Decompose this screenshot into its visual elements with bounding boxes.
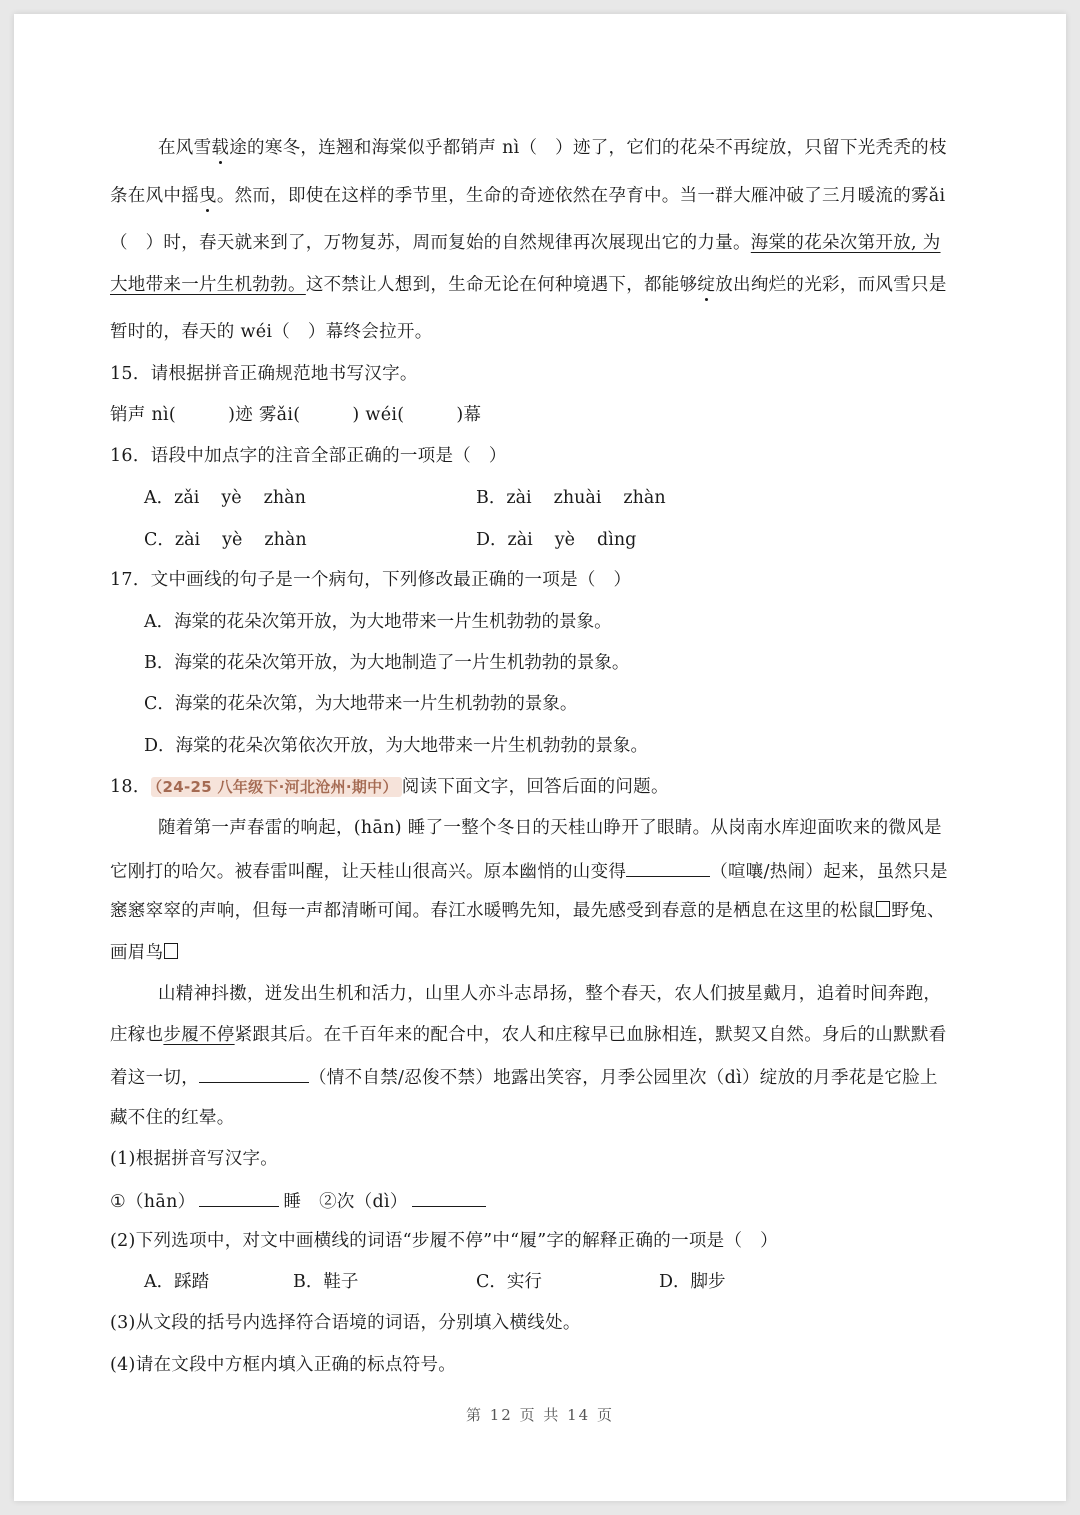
text: 庄稼也	[110, 1025, 164, 1045]
passage1-line5: 暂时的，春天的 wéi（ ）幕终会拉开。	[110, 322, 433, 342]
q18-sub2-option-c: C．实行	[476, 1272, 542, 1292]
text: 野兔、	[891, 901, 945, 921]
text: C．zài	[144, 530, 201, 550]
fill-blank[interactable]	[412, 1188, 486, 1207]
q18-p1-line4	[110, 941, 179, 965]
text: yè	[554, 530, 576, 550]
underlined-word: 步履不停	[163, 1025, 235, 1045]
text: 它刚打的哈欠。被春雷叫醒，让天桂山很高兴。原本幽悄的山变得	[110, 862, 627, 882]
underlined-sentence: 海棠的花朵次第开放, 为	[750, 233, 941, 253]
q18-p1-line2	[110, 858, 948, 884]
text: 睡 ②次（dì）	[283, 1192, 408, 1212]
text: zhàn	[264, 530, 307, 550]
passage1-line4	[110, 273, 947, 297]
question-number: 18．	[110, 777, 151, 797]
q17-stem: 17．文中画线的句子是一个病句，下列修改最正确的一项是（ ）	[110, 570, 632, 590]
text: )迹 雾ǎi(	[228, 405, 301, 425]
text: A．zǎi	[144, 488, 200, 508]
q17-option-a: A．海棠的花朵次第开放，为大地带来一片生机勃勃的景象。	[144, 612, 612, 632]
dotted-char: 曳	[199, 186, 217, 206]
text: （喧嚷/热闹）起来，虽然只是	[710, 862, 948, 882]
text: )幕	[456, 405, 482, 425]
q17-option-c: C．海棠的花朵次第，为大地带来一片生机勃勃的景象。	[144, 694, 578, 714]
q17-option-d: D．海棠的花朵次第依次开放，为大地带来一片生机勃勃的景象。	[144, 736, 649, 756]
q18-sub3: (3)从文段的括号内选择符合语境的词语，分别填入横线处。	[110, 1313, 581, 1333]
text: 销声 nì(	[110, 405, 177, 425]
page-footer: 第 12 页 共 14 页	[465, 1406, 614, 1424]
text: 着这一切，	[110, 1068, 199, 1088]
text: B．zài	[476, 488, 532, 508]
q16-option-b	[476, 486, 688, 510]
q18-sub2-option-a: A．踩踏	[144, 1272, 210, 1292]
punctuation-box[interactable]	[164, 943, 178, 959]
fill-blank[interactable]	[199, 1188, 279, 1207]
q18-p2-line1: 山精神抖擞，迸发出生机和活力，山里人亦斗志昂扬，整个春天，农人们披星戴月，追着时间奔跑，	[158, 984, 942, 1004]
q18-p2-line3	[110, 1064, 938, 1090]
text: ) wéi(	[352, 405, 405, 425]
punctuation-box[interactable]	[876, 901, 890, 917]
fill-blank[interactable]	[199, 1064, 309, 1083]
q18-p1-line3	[110, 899, 945, 923]
text: 条在风中摇	[110, 186, 199, 206]
q18-sub1: (1)根据拼音写汉字。	[110, 1149, 279, 1169]
q15-stem: 15．请根据拼音正确规范地书写汉字。	[110, 364, 418, 384]
passage1-line2	[110, 184, 945, 208]
q18-p2-line4: 藏不住的红晕。	[110, 1108, 235, 1128]
text: 。然而，即使在这样的季节里，生命的奇迹依然在孕育中。当一群大雁冲破了三月暖流的雾ǎi	[216, 186, 946, 206]
q18-sub2: (2)下列选项中，对文中画横线的词语“步履不停”中“履”字的解释正确的一项是（ ）	[110, 1231, 778, 1251]
q16-option-d	[476, 528, 658, 552]
q18-p1-line1: 随着第一声春雷的响起，(hān) 睡了一整个冬日的天桂山睁开了眼睛。从岗南水库迎面吹来的微风是	[158, 818, 942, 838]
dotted-char: 载	[211, 138, 230, 158]
q18-sub4: (4)请在文段中方框内填入正确的标点符号。	[110, 1355, 457, 1375]
q18-stem	[110, 775, 669, 799]
text: 紧跟其后。在千百年来的配合中，农人和庄稼早已血脉相连，默契又自然。身后的山默默看	[234, 1025, 947, 1045]
text: （ ）时，春天就来到了，万物复苏，周而复始的自然规律再次展现出它的力量。	[110, 233, 751, 253]
q16-option-a	[144, 486, 328, 510]
text: yè	[222, 530, 243, 550]
text: 在风雪	[158, 138, 212, 158]
text: dìng	[597, 530, 637, 550]
underlined-sentence: 大地带来一片生机勃勃。	[110, 275, 306, 295]
q18-sub2-option-d: D．脚步	[659, 1272, 726, 1292]
fill-blank[interactable]	[626, 858, 710, 877]
text: zhuài	[553, 488, 602, 508]
q18-sub2-option-b: B．鞋子	[293, 1272, 359, 1292]
text: zhàn	[263, 488, 306, 508]
text: D．zài	[476, 530, 533, 550]
text: zhàn	[623, 488, 666, 508]
text: 窸窸窣窣的声响，但每一声都清晰可闻。春江水暖鸭先知，最先感受到春意的是栖息在这里的松鼠	[110, 901, 876, 921]
source-tag: （24-25 八年级下·河北沧州·期中）	[151, 777, 402, 797]
text: 这不禁让人想到，生命无论在何种境遇下，都能够	[305, 275, 698, 295]
exam-page	[14, 14, 1066, 1501]
dotted-char: 绽	[697, 275, 716, 295]
text: （情不自禁/忍俊不禁）地露出笑容，月季公园里次（dì）绽放的月季花是它脸上	[309, 1068, 938, 1088]
text: yè	[221, 488, 242, 508]
passage1-line1	[110, 136, 947, 160]
text: ①（hān）	[110, 1192, 196, 1212]
q16-option-c	[144, 528, 329, 552]
q16-stem: 16．语段中加点字的注音全部正确的一项是（ ）	[110, 446, 507, 466]
text: 画眉鸟	[110, 943, 164, 963]
text: 放出绚烂的光彩，而风雪只是	[715, 275, 947, 295]
text: 途的寒冬，连翘和海棠似乎都销声 nì（ ）迹了，它们的花朵不再绽放，只留下光秃秃的枝	[229, 138, 947, 158]
q18-p2-line2	[110, 1023, 947, 1047]
q17-option-b: B．海棠的花朵次第开放，为大地制造了一片生机勃勃的景象。	[144, 653, 630, 673]
passage1-line3	[110, 231, 941, 255]
q15-answer-line	[110, 403, 481, 427]
text: 阅读下面文字，回答后面的问题。	[401, 777, 669, 797]
q18-sub1-answers	[110, 1188, 486, 1214]
